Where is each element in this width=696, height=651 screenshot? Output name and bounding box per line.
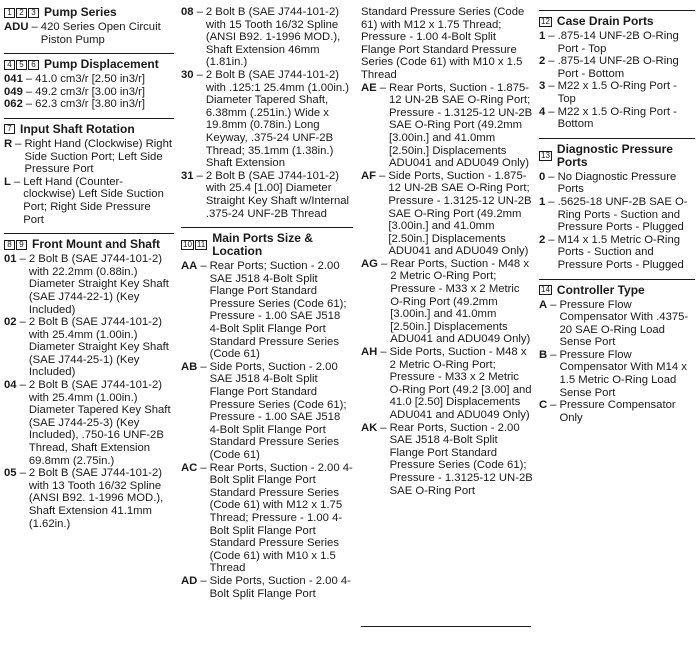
- position-number-boxes: [539, 151, 553, 161]
- option-section: [539, 10, 695, 131]
- option-code: ADU: [4, 21, 29, 33]
- separator-dash: –: [200, 461, 207, 474]
- separator-dash: –: [25, 98, 33, 111]
- column-2: [181, 6, 353, 607]
- option-description: Left Hand (Counter-clockwise) Left Side Suction Port; Right Side Pressure Port: [23, 175, 164, 226]
- option-description: M22 x 1.5 O-Ring Port - Top: [557, 80, 677, 105]
- option-section: [4, 118, 174, 226]
- position-number-box: 13: [541, 150, 550, 160]
- option-description: Pressure Compensator Only: [559, 399, 676, 424]
- option-code: 30: [181, 68, 194, 81]
- section-title: Pump Series: [44, 5, 117, 19]
- option-description: 420 Series Open Circuit Piston Pump: [40, 21, 161, 46]
- separator-dash: –: [380, 421, 387, 434]
- option-description: .875-14 UNF-2B O-Ring Port - Top: [557, 30, 679, 55]
- option-entry: [539, 399, 695, 424]
- option-description: 2 Bolt B (SAE J744-101-2) with 22.2mm (0.88in.) Diameter Straight Key Shaft (SAE J744-22-1) (Key Included): [28, 253, 169, 316]
- section-rule: [181, 227, 353, 228]
- section-rule: [539, 138, 695, 139]
- option-code: 0: [539, 170, 546, 183]
- option-code: AC: [181, 461, 198, 474]
- section-title: Case Drain Ports: [556, 14, 654, 28]
- option-entry: [4, 316, 174, 379]
- option-code: AH: [361, 346, 378, 359]
- option-description: 49.2 cm3/r [3.00 in3/r]: [35, 85, 146, 98]
- separator-dash: –: [548, 105, 555, 118]
- option-description: .5625-18 UNF-2B SAE O-Ring Ports - Suction and Pressure Ports - Plugged: [557, 195, 688, 234]
- option-description: Pressure Flow Compensator With .4375-20 SAE O-Ring Load Sense Port: [559, 298, 689, 349]
- option-entry: [539, 234, 695, 272]
- option-description: M14 x 1.5 Metric O-Ring Ports - Suction and Pressure Ports - Plugged: [557, 233, 684, 271]
- option-code: 08: [181, 6, 194, 18]
- section-header: [539, 15, 695, 30]
- position-number-boxes: [539, 285, 553, 295]
- position-number-boxes: [4, 8, 40, 18]
- separator-dash: –: [550, 348, 557, 361]
- separator-dash: –: [548, 30, 555, 42]
- separator-dash: –: [31, 21, 38, 33]
- separator-dash: –: [379, 169, 386, 182]
- position-number-box: 6: [28, 60, 39, 70]
- option-code: 062: [4, 98, 23, 111]
- separator-dash: –: [19, 316, 26, 329]
- position-number-box: 10: [183, 240, 192, 250]
- separator-dash: –: [548, 195, 555, 208]
- option-entry: [181, 361, 353, 462]
- option-description: 41.0 cm3/r [2.50 in3/r]: [35, 73, 146, 86]
- option-section: [539, 279, 695, 425]
- section-header: [539, 143, 695, 171]
- option-code: 31: [181, 169, 194, 182]
- option-code: 05: [4, 467, 17, 480]
- option-section: [361, 6, 533, 497]
- section-rule: [4, 118, 174, 119]
- section-rule: [539, 10, 695, 11]
- option-description: 2 Bolt B (SAE J744-101-2) with 25.4 [1.00] Diameter Straight Key Shaft w/Internal .375-24 UNF-2B Thread: [205, 169, 350, 220]
- section-title: Controller Type: [556, 282, 645, 297]
- option-section: [4, 6, 174, 46]
- option-description: 2 Bolt B (SAE J744-101-2) with 25.4mm (1.00in.) Diameter Tapered Key Shaft (SAE J744-25-3) (Key Included), .750-16 UNF-2B Thread, Shaft Extension 69.8mm (2.75in.): [28, 379, 171, 467]
- position-number-box: 12: [541, 16, 550, 26]
- option-code: AF: [361, 169, 377, 182]
- position-number-boxes: [181, 240, 208, 250]
- option-entry: [4, 253, 174, 316]
- option-description: Rear Ports, Suction - 1.875-12 UN-2B SAE O-Ring Port; Pressure - 1.3125-12 UN-2B SAE O-Ring Port (49.2mm [3.00in.] and 41.0mm [2.50in.] Displacements ADU041 and ADU049 Only): [389, 81, 533, 170]
- option-entry: [539, 349, 695, 399]
- position-number-box: 9: [16, 240, 27, 250]
- option-entry: [539, 106, 695, 131]
- separator-dash: –: [379, 81, 386, 94]
- option-entry: [181, 69, 353, 170]
- option-code: 2: [539, 233, 546, 246]
- option-section: [4, 233, 174, 530]
- separator-dash: –: [548, 80, 555, 93]
- option-code: AK: [361, 421, 378, 434]
- position-number-box: 14: [541, 285, 550, 294]
- option-code: A: [539, 298, 548, 311]
- section-header: [181, 232, 353, 260]
- option-code: 2: [539, 55, 546, 68]
- section-rule: [539, 279, 695, 280]
- option-section: [181, 6, 353, 220]
- separator-dash: –: [25, 73, 33, 86]
- section-header: [539, 284, 695, 299]
- option-entry: [361, 346, 533, 422]
- option-description: Rear Ports, Suction - 2.00 SAE J518 4-Bolt Split Flange Port Standard Pressure Series (Code 61); Pressure - 1.3125-12 UN-2B SAE O-Ring Port: [389, 421, 533, 497]
- option-code: 01: [4, 253, 17, 266]
- separator-dash: –: [548, 233, 555, 246]
- option-entry: [4, 73, 174, 86]
- separator-dash: –: [200, 260, 207, 273]
- option-code: AA: [181, 260, 198, 273]
- option-entry: [181, 6, 353, 69]
- position-number-box: 8: [4, 240, 15, 250]
- option-description: Side Ports, Suction - 1.875-12 UN-2B SAE O-Ring Port; Pressure - 1.3125-12 UN-2B SAE O-Ring Port (49.2mm [3.00in.] and 41.0mm [2.50in.] Displacements ADU041 and ADU049 Only): [388, 169, 532, 258]
- separator-dash: –: [548, 170, 555, 183]
- option-description: 2 Bolt B (SAE J744-101-2) with 15 Tooth 16/32 Spline (ANSI B92. 1-1996 MOD.), Shaft Extension 46mm (1.81in.): [205, 6, 341, 69]
- separator-dash: –: [13, 175, 21, 188]
- separator-dash: –: [25, 85, 33, 98]
- option-entry: [361, 170, 533, 258]
- option-code: AD: [181, 574, 198, 587]
- option-code: 04: [4, 379, 17, 392]
- option-section: [181, 227, 353, 600]
- separator-dash: –: [550, 399, 557, 412]
- position-number-box: 7: [4, 124, 15, 134]
- section-header: [4, 123, 174, 138]
- option-code: 3: [539, 80, 546, 93]
- column-3: [361, 6, 533, 504]
- option-entry: [181, 260, 353, 361]
- option-entry: [181, 170, 353, 220]
- position-number-boxes: [4, 124, 16, 134]
- separator-dash: –: [19, 467, 26, 480]
- column-3-bottom-rule: [361, 626, 531, 627]
- option-entry: [181, 575, 353, 600]
- option-entry: [539, 196, 695, 234]
- separator-dash: –: [196, 169, 203, 182]
- section-header: [4, 58, 174, 73]
- position-number-box: 5: [16, 60, 27, 70]
- option-description: .875-14 UNF-2B O-Ring Port - Bottom: [557, 55, 679, 80]
- option-entry: [539, 171, 695, 196]
- section-header: [4, 238, 174, 253]
- option-code: 4: [539, 105, 546, 118]
- section-title: Pump Displacement: [44, 57, 159, 72]
- option-description: No Diagnostic Pressure Ports: [557, 170, 677, 196]
- option-description: M22 x 1.5 O-Ring Port - Bottom: [557, 105, 677, 131]
- option-description: 62.3 cm3/r [3.80 in3/r]: [35, 98, 146, 111]
- position-number-boxes: [539, 17, 553, 27]
- option-entry: [539, 30, 695, 55]
- option-entry: [181, 462, 353, 575]
- separator-dash: –: [196, 68, 203, 81]
- option-code: AB: [181, 360, 198, 373]
- option-code: AE: [361, 81, 377, 94]
- section-rule: [4, 233, 174, 234]
- option-entry: [539, 55, 695, 80]
- separator-dash: –: [19, 379, 26, 392]
- option-description: Standard Pressure Series (Code 61) with M12 x 1.75 Thread; Pressure - 1.00 4-Bolt Split Flange Port Standard Pressure Series (Code 61) with M10 x 1.5 Thread: [361, 6, 525, 81]
- option-description: Side Ports, Suction - 2.00 SAE J518 4-Bolt Split Flange Port Standard Pressure Series (Code 61); Pressure - 1.00 SAE J518 4-Bolt Split Flange Port Standard Pressure Series (Code 61): [209, 360, 347, 461]
- option-description: Side Ports, Suction - M48 x 2 Metric O-Ring Port; Pressure - M33 x 2 Metric O-Ring Port (49.2 [3.00] and 41.0 [2.50] Displacements ADU041 and ADU049 Only): [389, 346, 532, 421]
- option-section: [4, 53, 174, 111]
- section-header: [4, 6, 174, 21]
- separator-dash: –: [15, 137, 22, 150]
- position-number-box: 3: [28, 8, 39, 18]
- option-description: 2 Bolt B (SAE J744-101-2) with 25.4mm (1.00in.) Diameter Straight Key Shaft (SAE J744-25-1) (Key Included): [28, 316, 169, 379]
- option-entry: [361, 422, 533, 498]
- option-description: Pressure Flow Compensator With M14 x 1.5 Metric O-Ring Load Sense Port: [559, 348, 687, 399]
- separator-dash: –: [380, 346, 387, 359]
- option-code: 1: [539, 195, 546, 208]
- option-description: 2 Bolt B (SAE J744-101-2) with .125:1 25.4mm (1.00in.) Diameter Tapered Shaft, 6.38mm (.251in.) Wide x 19.8mm (0.78in.) Long Keyway, .375-24 UNF-2B Thread; 35.1mm (1.38in.) Shaft Extension: [205, 68, 350, 170]
- position-number-box: 4: [4, 60, 15, 70]
- option-description: Rear Ports; Suction - 2.00 SAE J518 4-Bolt Split Flange Port Standard Pressure Series (Code 61); Pressure - 1.00 SAE J518 4-Bolt Split Flange Port Standard Pressure Series (Code 61): [209, 260, 347, 361]
- option-entry: [4, 176, 174, 226]
- section-title: Main Ports Size & Location: [212, 231, 313, 259]
- option-entry: [361, 258, 533, 346]
- option-description: Rear Ports, Suction - 2.00 4-Bolt Split Flange Port Standard Pressure Series (Code 61) with M12 x 1.75 Thread; Pressure - 1.00 4-Bolt Split Flange Port Standard Pressure Series (Code 61) with M10 x 1.5 Thread: [209, 461, 353, 575]
- option-entry: [539, 80, 695, 105]
- position-number-box: 2: [16, 8, 27, 18]
- option-section: [539, 138, 695, 272]
- separator-dash: –: [196, 6, 203, 18]
- option-entry: [4, 21, 174, 46]
- option-entry: [361, 6, 533, 82]
- option-code: R: [4, 137, 13, 150]
- option-code: 041: [4, 73, 23, 86]
- separator-dash: –: [380, 257, 388, 270]
- position-number-boxes: [4, 60, 40, 70]
- option-code: C: [539, 399, 548, 412]
- separator-dash: –: [200, 574, 207, 587]
- separator-dash: –: [19, 253, 26, 266]
- separator-dash: –: [550, 298, 557, 311]
- option-description: 2 Bolt B (SAE J744-101-2) with 13 Tooth 16/32 Spline (ANSI B92. 1-1996 MOD.), Shaft Extension 41.1mm (1.62in.): [28, 467, 164, 530]
- option-code: 02: [4, 316, 17, 329]
- option-description: Side Ports, Suction - 2.00 4-Bolt Split Flange Port: [209, 574, 351, 600]
- section-title: Input Shaft Rotation: [20, 121, 135, 136]
- option-description: Rear Ports, Suction - M48 x 2 Metric O-Ring Port; Pressure - M33 x 2 Metric O-Ring Port (49.2mm [3.00in.] and 41.0mm [2.50in.] Displacements ADU041 and ADU049 Only): [390, 257, 531, 346]
- option-code: AG: [361, 257, 378, 270]
- option-code: B: [539, 348, 548, 361]
- option-entry: [539, 299, 695, 349]
- section-title: Front Mount and Shaft: [32, 237, 160, 252]
- separator-dash: –: [548, 55, 555, 68]
- separator-dash: –: [200, 360, 207, 373]
- position-number-box: 1: [4, 8, 15, 18]
- option-entry: [361, 82, 533, 170]
- option-entry: [4, 138, 174, 176]
- section-rule: [4, 53, 174, 54]
- column-4: [539, 6, 695, 431]
- position-number-box: 11: [196, 240, 206, 250]
- option-code: 049: [4, 85, 23, 98]
- option-entry: [4, 98, 174, 111]
- option-description: Right Hand (Clockwise) Right Side Suction Port; Left Side Pressure Port: [24, 137, 173, 176]
- option-entry: [4, 86, 174, 99]
- section-title: Diagnostic Pressure Ports: [556, 141, 673, 169]
- column-1: [4, 6, 174, 537]
- option-entry: [4, 467, 174, 530]
- option-code: 1: [539, 30, 546, 42]
- position-number-boxes: [4, 240, 28, 250]
- option-entry: [4, 379, 174, 467]
- option-code: L: [4, 175, 11, 188]
